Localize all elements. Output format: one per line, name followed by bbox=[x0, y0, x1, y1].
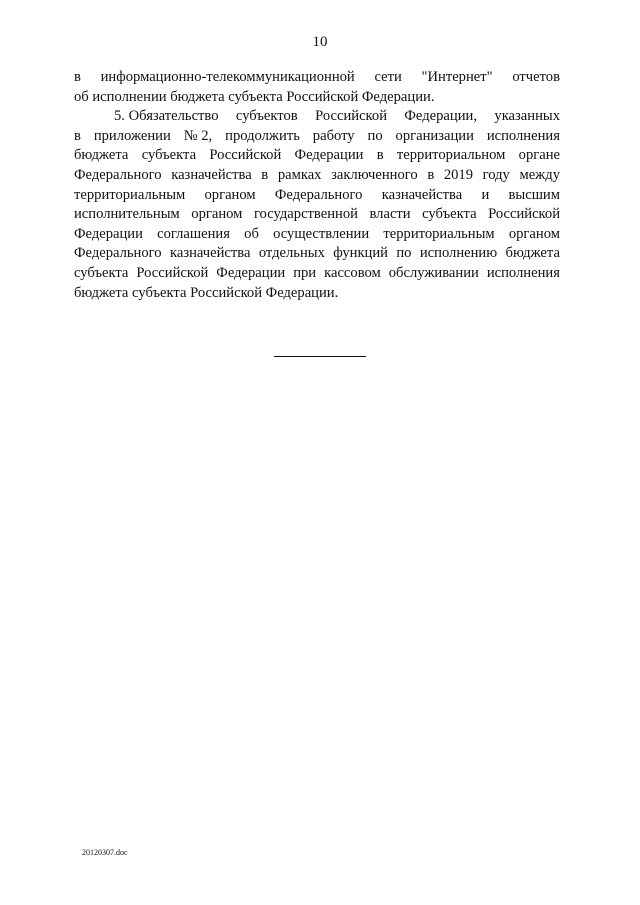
word: функций bbox=[333, 245, 388, 262]
text-line bbox=[74, 205, 560, 225]
word: территориальным bbox=[383, 225, 495, 242]
word: Российской bbox=[488, 206, 560, 223]
word: в bbox=[261, 166, 269, 183]
word: № 2, bbox=[183, 127, 213, 144]
text-line bbox=[74, 146, 560, 166]
word: работу bbox=[312, 127, 355, 144]
word: в bbox=[376, 147, 384, 164]
word: Федерального bbox=[74, 166, 162, 183]
word: Федерации bbox=[294, 147, 364, 164]
text-line bbox=[74, 264, 560, 284]
word: Федерального bbox=[274, 186, 363, 203]
word: субъекта bbox=[141, 147, 197, 164]
word: по bbox=[367, 127, 383, 144]
page-number: 10 bbox=[312, 34, 328, 50]
word: территориальным bbox=[74, 186, 186, 203]
word: кассовом bbox=[324, 264, 381, 281]
word: в bbox=[74, 127, 81, 144]
end-of-text-rule bbox=[274, 356, 366, 357]
word: в bbox=[427, 166, 435, 183]
word: Российской bbox=[209, 147, 282, 164]
word: в bbox=[74, 69, 81, 85]
word: органом bbox=[508, 225, 560, 242]
word: 2019 bbox=[443, 166, 474, 183]
footer-file-name: 20120307.doc bbox=[82, 848, 128, 857]
word: заключенного bbox=[331, 166, 418, 183]
word: между bbox=[519, 166, 560, 183]
text-line bbox=[74, 186, 560, 206]
word: исполнительным bbox=[74, 206, 180, 223]
word: при bbox=[293, 264, 317, 281]
word: приложении bbox=[93, 127, 171, 144]
word: органом bbox=[204, 186, 256, 203]
word: высшим bbox=[508, 186, 560, 203]
word: об bbox=[244, 225, 259, 242]
paragraph-1 bbox=[74, 68, 560, 107]
word: исполнения bbox=[486, 127, 560, 144]
word: 5. Обязательство bbox=[114, 108, 219, 125]
text-line: бюджета субъекта Российской Федерации. bbox=[74, 284, 339, 301]
word: исполнения bbox=[486, 264, 560, 281]
word: Федерации, bbox=[404, 108, 477, 125]
word: бюджета bbox=[505, 245, 560, 262]
word: году bbox=[482, 166, 510, 183]
document-body bbox=[74, 68, 560, 303]
word: соглашения bbox=[157, 225, 230, 242]
paragraph-2 bbox=[74, 107, 560, 303]
word: отчетов bbox=[512, 69, 560, 85]
word: органе bbox=[518, 147, 560, 164]
word: Федерального bbox=[74, 245, 162, 262]
text-line: об исполнении бюджета субъекта Российской Федерации. bbox=[74, 88, 435, 105]
word: субъектов bbox=[235, 108, 298, 125]
word: субъекта bbox=[422, 206, 477, 223]
word: осуществлении bbox=[273, 225, 370, 242]
word: субъекта bbox=[74, 264, 129, 281]
text-line bbox=[74, 166, 560, 186]
text-line bbox=[74, 225, 560, 245]
word: организации bbox=[395, 127, 474, 144]
word: Российской bbox=[136, 264, 209, 281]
word: казначейства bbox=[169, 245, 251, 262]
word: и bbox=[481, 186, 490, 203]
text-line bbox=[74, 68, 560, 88]
text-line bbox=[74, 127, 560, 147]
word: указанных bbox=[494, 108, 560, 125]
word: "Интернет" bbox=[421, 69, 493, 85]
word: Федерации bbox=[74, 225, 143, 242]
word: по bbox=[396, 245, 412, 262]
word: государственной bbox=[253, 206, 358, 223]
word: власти bbox=[369, 206, 411, 223]
word: продолжить bbox=[225, 127, 300, 144]
word: информационно-телекоммуникационной bbox=[100, 69, 355, 85]
word: бюджета bbox=[74, 147, 129, 164]
word: Российской bbox=[315, 108, 387, 125]
word: сети bbox=[374, 69, 402, 85]
word: казначейства bbox=[381, 186, 463, 203]
word: отдельных bbox=[258, 245, 325, 262]
word: исполнению bbox=[419, 245, 498, 262]
word: рамках bbox=[277, 166, 322, 183]
word: территориальном bbox=[396, 147, 506, 164]
word: Федерации bbox=[216, 264, 286, 281]
word: органом bbox=[191, 206, 243, 223]
text-line bbox=[74, 244, 560, 264]
text-line bbox=[74, 107, 560, 127]
word: казначейства bbox=[171, 166, 252, 183]
word: обслуживании bbox=[388, 264, 479, 281]
